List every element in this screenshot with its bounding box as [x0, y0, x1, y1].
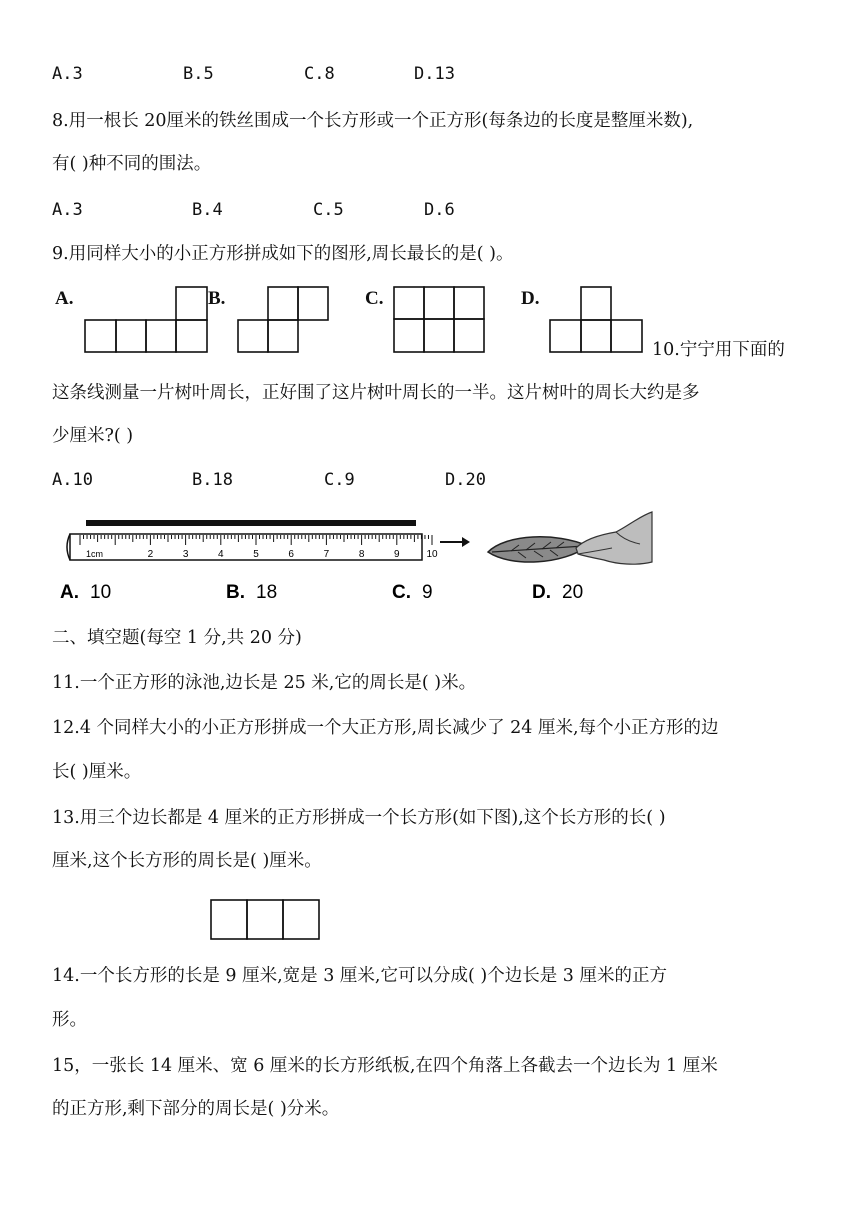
ruler-number: 7	[323, 549, 330, 560]
q10-line2: 这条线测量一片树叶周长，正好围了这片树叶周长的一半。这片树叶的周长大约是多	[52, 383, 700, 403]
fig-option-c-value: 9	[422, 582, 433, 603]
q15-line1: 15，一张长 14 厘米、宽 6 厘米的长方形纸板,在四个角落上各截去一个边长为 1 厘米	[52, 1056, 718, 1076]
q10-option-a: A.10	[52, 470, 93, 490]
leaf-icon	[488, 537, 588, 562]
q8-option-c: C.5	[313, 200, 344, 220]
q8-line1: 8.用一根长 20厘米的铁丝围成一个长方形或一个正方形(每条边的长度是整厘米数),	[52, 111, 694, 131]
ruler	[70, 534, 422, 560]
q8-option-d: D.6	[424, 200, 455, 220]
ruler-number: 4	[218, 549, 224, 560]
q9-figure-b	[237, 286, 331, 354]
q10-line3: 少厘米?( )	[52, 426, 134, 446]
ruler-number: 5	[253, 549, 259, 560]
ruler-number: 10	[426, 549, 438, 560]
section2-title: 二、填空题(每空 1 分,共 20 分)	[52, 628, 302, 648]
ruler-number: 3	[182, 549, 189, 560]
q8-option-a: A.3	[52, 200, 83, 220]
q7-option-d: D.13	[414, 64, 455, 84]
q12-line2: 长( )厘米。	[52, 762, 142, 782]
q10-option-c: C.9	[324, 470, 355, 490]
fig-option-a-value: 10	[90, 582, 112, 603]
q8-line2: 有( )种不同的围法。	[52, 154, 212, 174]
ruler-number: 8	[358, 549, 365, 560]
q7-options	[52, 66, 752, 86]
q10-option-d: D.20	[445, 470, 486, 490]
q8-options	[52, 202, 752, 222]
measuring-string	[86, 520, 416, 526]
q10-option-b: B.18	[192, 470, 233, 490]
q9-fig-label-c: C.	[365, 288, 384, 309]
q9-fig-label-b: B.	[208, 288, 226, 309]
fig-option-c-letter: C.	[392, 582, 411, 603]
q12-line1: 12.4 个同样大小的小正方形拼成一个大正方形,周长减少了 24 厘米,每个小正方形的边	[52, 718, 719, 738]
q7-option-c: C.8	[304, 64, 335, 84]
fig-option-d-value: 20	[562, 582, 584, 603]
q7-option-b: B.5	[183, 64, 214, 84]
ruler-number: 6	[288, 549, 294, 560]
q8-option-b: B.4	[192, 200, 223, 220]
fig-option-b-value: 18	[256, 582, 278, 603]
fig-option-d-letter: D.	[532, 582, 551, 603]
q10-options	[52, 472, 752, 492]
q11: 11.一个正方形的泳池,边长是 25 米,它的周长是( )米。	[52, 673, 477, 693]
q9-figure-a	[84, 286, 210, 354]
q13-line2: 厘米,这个长方形的周长是( )厘米。	[52, 851, 322, 871]
q15-line2: 的正方形,剩下部分的周长是( )分米。	[52, 1099, 340, 1119]
q9-question: 9.用同样大小的小正方形拼成如下的图形,周长最长的是( )。	[52, 244, 514, 264]
q9-figure-c	[393, 286, 487, 354]
q14-line2: 形。	[52, 1010, 87, 1030]
q9-fig-label-d: D.	[521, 288, 540, 309]
q9-fig-label-a: A.	[55, 288, 74, 309]
q10-line1: 10.宁宁用下面的	[652, 340, 785, 360]
hand-icon	[576, 512, 652, 564]
arrow-icon	[440, 537, 470, 547]
q13-line1: 13.用三个边长都是 4 厘米的正方形拼成一个长方形(如下图),这个长方形的长( )	[52, 808, 666, 828]
fig-option-b-letter: B.	[226, 582, 245, 603]
q9-figure-d	[549, 286, 645, 354]
q7-option-a: A.3	[52, 64, 83, 84]
q13-rectangle-figure	[210, 899, 322, 941]
q14-line1: 14.一个长方形的长是 9 厘米,宽是 3 厘米,它可以分成( )个边长是 3 厘米的正方	[52, 966, 667, 986]
ruler-number: 2	[147, 549, 154, 560]
q10-ruler-figure	[56, 508, 656, 604]
fig-option-a-letter: A.	[60, 582, 79, 603]
ruler-number: 9	[394, 549, 400, 560]
ruler-unit-label: 1cm	[86, 549, 104, 559]
